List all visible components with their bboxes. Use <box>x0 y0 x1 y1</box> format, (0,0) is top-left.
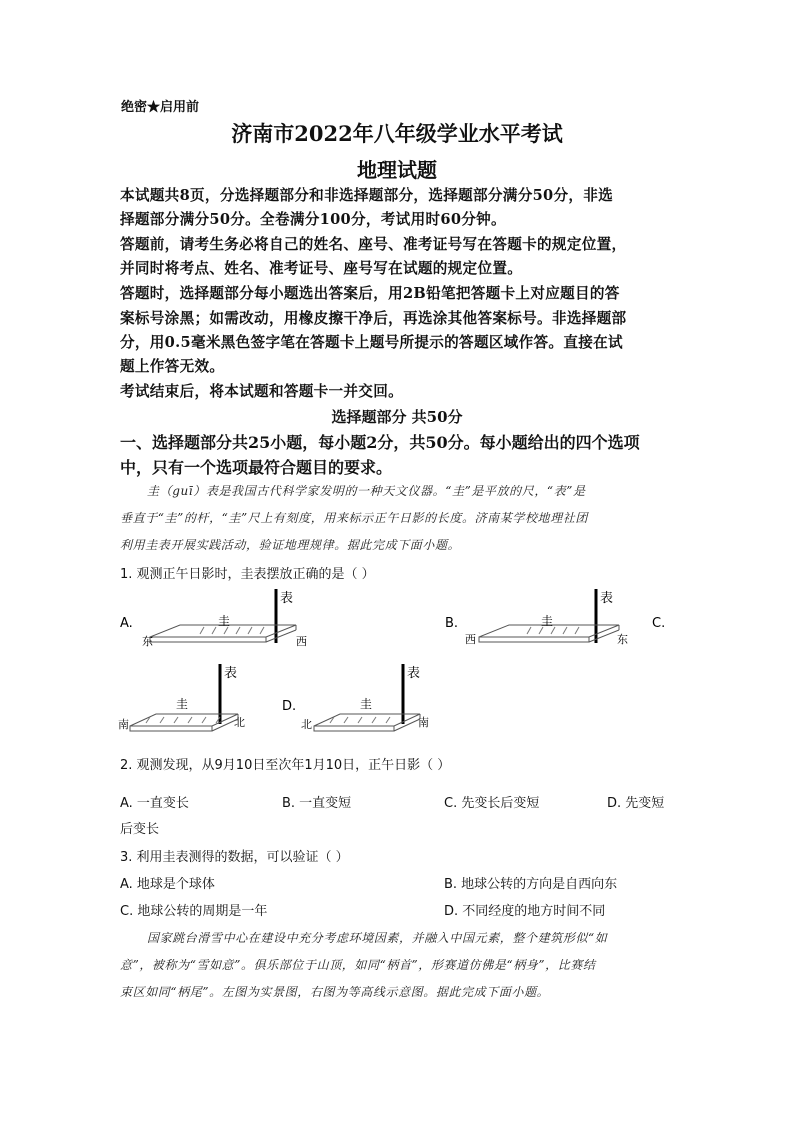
gui-plank-edge <box>479 637 589 642</box>
q3-option-d[interactable]: D. 不同经度的地方时间不同 <box>444 904 606 919</box>
left-direction: 北 <box>301 718 312 731</box>
instruction-line: 题上作答无效。 <box>120 358 225 375</box>
option-letter: B. <box>445 616 459 631</box>
left-direction: 西 <box>465 633 476 646</box>
gui-ticks <box>330 717 390 723</box>
gui-ticks <box>146 717 220 723</box>
right-direction: 北 <box>234 716 245 729</box>
gui-label: 圭 <box>360 697 373 711</box>
instruction-line: 本试题共8页，分选择题部分和非选择题部分，选择题部分满分50分，非选 <box>120 187 614 204</box>
q2-option-c[interactable]: C. 先变长后变短 <box>444 796 540 811</box>
gui-ticks <box>200 627 264 634</box>
option-letter: D. <box>282 699 297 714</box>
part-instruction-line: 中，只有一个选项最符合题目的要求。 <box>120 458 393 477</box>
gui-label: 圭 <box>176 697 189 711</box>
material-line: 意”，被称为“雪如意”。俱乐部位于山顶，如同“柄首”，形赛道仿佛是“柄身”，比赛结 <box>120 958 596 972</box>
figure-a <box>118 585 318 657</box>
option-letter-c: C. <box>652 616 666 631</box>
biao-label: 表 <box>600 591 614 606</box>
option-letter: A. <box>120 616 133 631</box>
material-line: 利用圭表开展实践活动，验证地理规律。据此完成下面小题。 <box>120 538 461 552</box>
question-3-stem: 3. 利用圭表测得的数据，可以验证（ ） <box>120 850 349 865</box>
gui-plank-edge <box>150 637 266 642</box>
q2-option-d[interactable]: D. 先变短 <box>607 796 665 811</box>
material-line: 垂直于“圭”的杆，“圭”尺上有刻度，用来标示正午日影的长度。济南某学校地理社团 <box>120 511 588 525</box>
instruction-line: 并同时将考点、姓名、准考证号、座号写在试题的规定位置。 <box>120 260 523 277</box>
figure-d <box>280 660 440 738</box>
right-direction: 东 <box>617 633 628 646</box>
right-direction: 南 <box>418 716 429 729</box>
instruction-line: 考试结束后，将本试题和答题卡一并交回。 <box>120 383 403 400</box>
left-direction: 南 <box>118 718 129 731</box>
instruction-line: 分，用0.5毫米黑色签字笔在答题卡上题号所提示的答题区域作答。直接在试 <box>120 334 623 351</box>
instruction-line: 答题前，请考生务必将自己的姓名、座号、准考证号写在答题卡的规定位置， <box>120 236 627 253</box>
instruction-line: 案标号涂黑；如需改动，用橡皮擦干净后，再选涂其他答案标号。非选择题部 <box>120 310 627 327</box>
instruction-line: 答题时，选择题部分每小题选出答案后，用2B铅笔把答题卡上对应题目的答 <box>120 285 620 302</box>
q2-option-b[interactable]: B. 一直变短 <box>282 796 352 811</box>
biao-label: 表 <box>407 666 421 681</box>
right-direction: 西 <box>296 635 307 648</box>
exam-subtitle: 地理试题 <box>357 158 437 182</box>
material-line: 束区如同“柄尾”。左图为实景图，右图为等高线示意图。据此完成下面小题。 <box>120 985 550 999</box>
instruction-line: 择题部分满分50分。全卷满分100分，考试用时60分钟。 <box>120 211 506 228</box>
material-line: 国家跳台滑雪中心在建设中充分考虑环境因素，并融入中国元素，整个建筑形似“如 <box>147 931 608 945</box>
part-instruction-line: 一、选择题部分共25小题，每小题2分，共50分。每小题给出的四个选项 <box>120 433 640 452</box>
exam-title: 济南市2022年八年级学业水平考试 <box>231 121 563 146</box>
section-heading: 选择题部分 共50分 <box>331 408 463 426</box>
figure-c <box>116 660 256 738</box>
q3-option-c[interactable]: C. 地球公转的周期是一年 <box>120 904 268 919</box>
q3-option-a[interactable]: A. 地球是个球体 <box>120 877 215 892</box>
gui-plank <box>130 714 238 726</box>
gui-label: 圭 <box>541 614 554 628</box>
biao-label: 表 <box>224 666 238 681</box>
left-direction: 东 <box>142 635 153 648</box>
question-2-stem: 2. 观测发现，从9月10日至次年1月10日，正午日影（ ） <box>120 758 451 773</box>
q3-option-b[interactable]: B. 地球公转的方向是自西向东 <box>444 877 618 892</box>
q2-option-d-wrap: 后变长 <box>120 822 160 837</box>
material-line: 圭（guī）表是我国古代科学家发明的一种天文仪器。“圭”是平放的尺，“表”是 <box>147 484 586 498</box>
secret-label: 绝密★启用前 <box>121 100 200 115</box>
gui-ticks <box>527 627 579 634</box>
gui-plank-edge <box>314 726 394 731</box>
gui-plank-edge <box>130 726 212 731</box>
question-1-stem: 1. 观测正午日影时，圭表摆放正确的是（ ） <box>120 567 375 582</box>
gui-label: 圭 <box>218 614 231 628</box>
figure-b <box>443 585 673 657</box>
biao-label: 表 <box>280 591 294 606</box>
q2-option-a[interactable]: A. 一直变长 <box>120 796 189 811</box>
